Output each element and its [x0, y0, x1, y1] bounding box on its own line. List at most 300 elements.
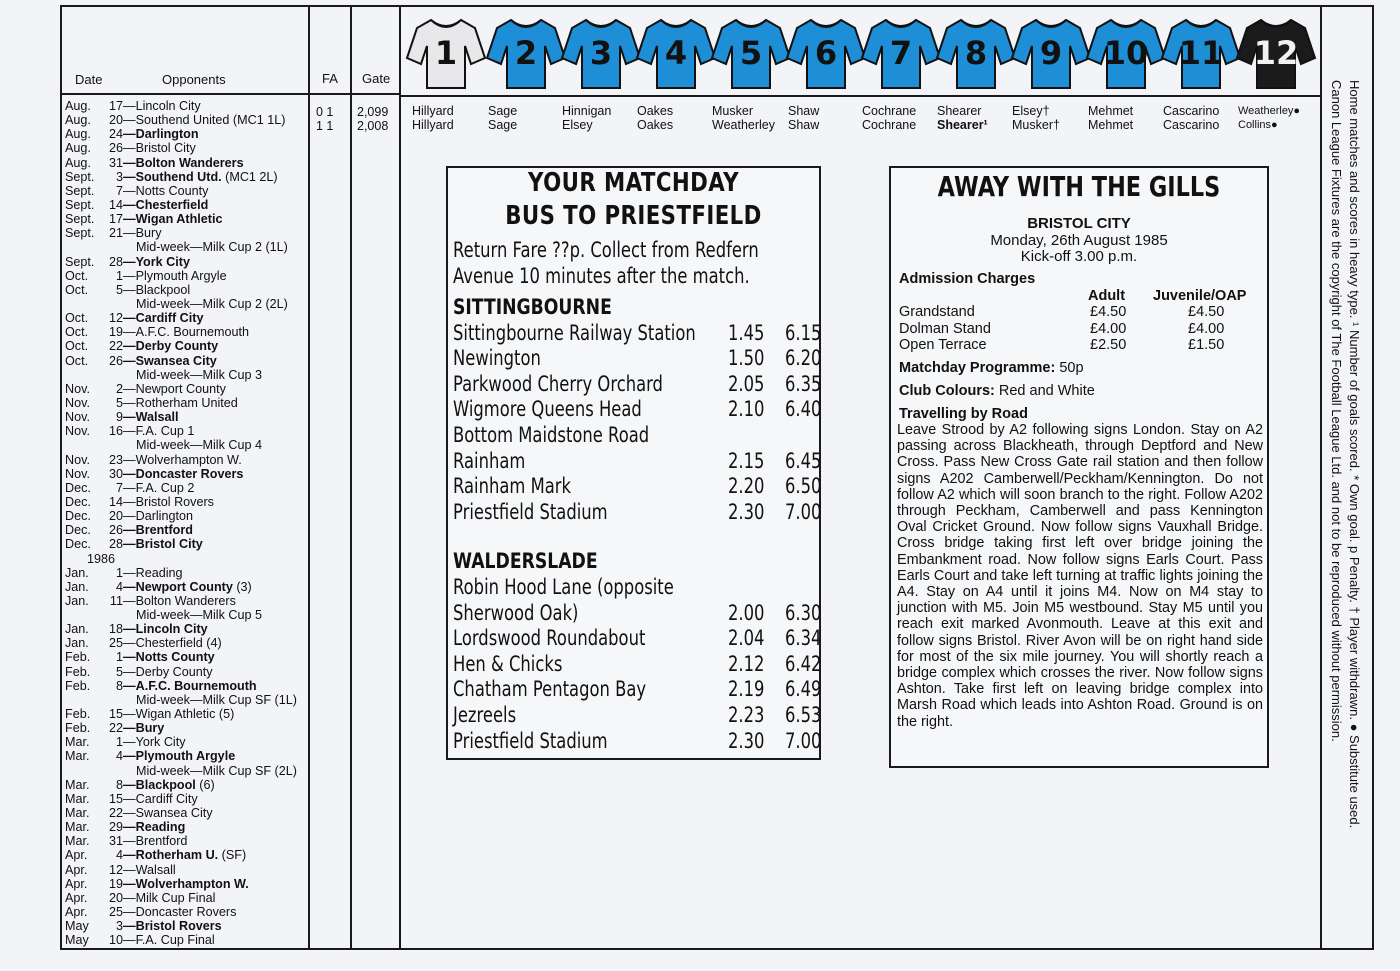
- fixture-opponent: —Bury: [123, 721, 165, 736]
- fixture-note: Mid-week—Milk Cup 2 (2L): [136, 296, 288, 311]
- fixture-month: Aug.: [65, 99, 91, 113]
- fixture-opponent: —A.F.C. Bournemouth: [123, 678, 257, 693]
- bus-outbound-time: 2.10: [728, 397, 765, 422]
- fixture-opponent: —Walsall: [123, 410, 179, 425]
- fixture-opponent-name: F.A. Cup 1: [135, 424, 195, 439]
- away-kickoff: Kick-off 3.00 p.m.: [1020, 248, 1138, 265]
- fixture-month: Feb.: [65, 721, 91, 736]
- price-col-adult: Adult: [1088, 288, 1126, 304]
- fixture-month: Mar.: [65, 820, 90, 835]
- fixture-opponent-name: A.F.C. Bournemouth: [135, 678, 257, 693]
- fixture-row: [65, 453, 310, 467]
- fixture-row: [65, 495, 310, 509]
- shirt-number: 11: [1178, 34, 1224, 72]
- player-name: Mehmet: [1088, 118, 1134, 132]
- fixture-day: 19: [108, 876, 123, 891]
- shirt-6-icon: [785, 12, 867, 92]
- fixture-row: [65, 636, 310, 650]
- fixture-day: 28: [108, 537, 123, 552]
- bus-return-time: 7.00: [785, 728, 822, 753]
- fixture-month: May: [65, 933, 89, 948]
- shirt-1-icon: [405, 12, 487, 92]
- header-date: Date: [75, 72, 103, 87]
- fixture-row: [65, 198, 310, 212]
- fixture-opponent: —Doncaster Rovers: [123, 905, 237, 920]
- fixture-note: Mid-week—Milk Cup 4: [136, 438, 262, 453]
- fixture-day: 8: [115, 777, 123, 792]
- shirt-number: 3: [589, 34, 613, 72]
- fixture-opponent-name: Lincoln City: [135, 622, 208, 637]
- bus-intro-line-1: Return Fare ??p. Collect from Redfern: [453, 238, 759, 262]
- fixture-opponent: —Reading: [123, 565, 183, 580]
- fixture-month: Aug.: [65, 155, 91, 170]
- fixture-opponent-name: Swansea City: [135, 806, 213, 821]
- fixture-opponent-name: Reading: [135, 820, 186, 835]
- fixture-month: Sept.: [65, 197, 95, 212]
- fixture-opponent: —Plymouth Argyle: [123, 749, 236, 764]
- player-name: Weatherley●: [1238, 105, 1301, 117]
- fixture-month: Apr.: [65, 890, 88, 905]
- fa-score: 0 1: [316, 105, 334, 119]
- fixture-month: Mar.: [65, 791, 90, 806]
- fixture-day: 16: [108, 424, 123, 439]
- fixture-opponent: —Reading: [123, 820, 186, 835]
- fixture-opponent-name: Doncaster Rovers: [135, 905, 237, 920]
- divider-fa-gate: [350, 5, 352, 950]
- fixture-month: Nov.: [65, 452, 90, 467]
- away-date: Monday, 26th August 1985: [990, 232, 1168, 249]
- fixture-month: Nov.: [65, 424, 90, 439]
- fixture-day: 26: [108, 353, 123, 368]
- fixture-row: [65, 410, 310, 424]
- road-directions: Leave Strood by A2 following signs London. Stay on A2 passing across Blackheath, through Deptford and New Cross. Pass New Cross Gate rail station and then follow signs A202 Camberwell/Peckham/Kennington. Do not follow A2 which will soon branch to the right. Follow A202 through Peckham, Camberwell and pass Kennington Oval Cricket Ground. Now follow signs Vauxhall Bridge. Cross bridge taking first left over bridge joining the Embankment road. Now follow signs Earls Court. Pass Earls Court and take left turning at traffic lights joining the A4. Stay on A4 until it joins M4. Now on M4 stay to junction with M5. Join M5 westbound. Stay M5 until you reach exit marked Avonmouth. Leave at this exit and follow signs Bristol. River Avon will be on right hand side for most of the six mile journey. You will shortly reach a bridge complex which crosses the river. Now follow signs Ashton. Take first left on leaving bridge complex into Marsh Road which leads into Ashton Road. Ground is on the right.: [897, 422, 1263, 730]
- fixture-month: Nov.: [65, 466, 90, 481]
- fixture-row: [65, 566, 310, 580]
- bus-outbound-time: 2.15: [728, 448, 765, 473]
- fixture-opponent: —Doncaster Rovers: [123, 466, 244, 481]
- fixture-opponent: —Newport County (3): [123, 579, 252, 594]
- fa-column: [316, 105, 333, 133]
- fixture-row: [65, 552, 310, 566]
- bus-stop-name: Priestfield Stadium: [453, 499, 608, 524]
- fixture-opponent: —Darlington: [123, 509, 193, 524]
- fixture-day: 22: [108, 806, 123, 821]
- price-adult: £4.00: [1090, 320, 1127, 337]
- fixture-row: [65, 749, 310, 763]
- fixture-month: Sept.: [65, 212, 95, 227]
- price-adult: £2.50: [1090, 337, 1127, 353]
- fixture-month: Jan.: [65, 636, 89, 651]
- fixture-extra: (6): [195, 777, 215, 792]
- fixture-opponent: —Notts County: [123, 183, 209, 198]
- fixture-row: [65, 113, 310, 127]
- fixture-row: [65, 467, 310, 481]
- colours-label: Club Colours:: [899, 383, 995, 399]
- fixture-opponent-name: Blackpool: [135, 777, 196, 792]
- fixture-day: 4: [115, 579, 123, 594]
- bus-return-time: 6.20: [785, 346, 822, 371]
- fixture-day: 4: [115, 749, 123, 764]
- bus-return-time: 6.45: [785, 448, 822, 473]
- fixture-opponent-name: Bristol City: [135, 141, 196, 156]
- fixture-row: [65, 594, 310, 608]
- fixture-opponent-name: Bolton Wanderers: [135, 155, 244, 170]
- bus-return-time: 6.53: [785, 703, 822, 727]
- fixture-month: Apr.: [65, 876, 88, 891]
- fixture-opponent-name: Swansea City: [135, 353, 217, 368]
- fixture-opponent: —Derby County: [123, 664, 213, 679]
- fixture-opponent: —Swansea City: [123, 806, 213, 821]
- fixture-opponent-name: Chesterfield: [135, 197, 209, 212]
- fixture-note: Mid-week—Milk Cup SF (2L): [136, 763, 297, 778]
- bus-outbound-time: 2.04: [728, 626, 765, 651]
- fixture-row: [65, 891, 310, 905]
- price-junior: £4.00: [1188, 320, 1225, 337]
- fixture-month: Aug.: [65, 127, 91, 142]
- shirt-number: 10: [1103, 34, 1149, 72]
- bus-outbound-time: 1.45: [728, 320, 765, 345]
- key-note: Home matches and scores in heavy type. ¹ Number of goals scored. * Own goal. p Penalty. † Player withdrawn. ● Substitute used.: [1347, 80, 1362, 829]
- fixture-month: Mar.: [65, 735, 90, 750]
- shirt-7-icon: [860, 12, 942, 92]
- fixture-row: [65, 438, 310, 452]
- fixture-month: Feb.: [65, 664, 91, 679]
- player-name: Shearer: [937, 104, 982, 118]
- fixture-opponent: —A.F.C. Bournemouth: [123, 325, 249, 340]
- fixture-day: 11: [109, 593, 123, 608]
- fixture-month: Nov.: [65, 395, 90, 410]
- fixture-opponent-name: Rotherham United: [135, 395, 238, 410]
- fixture-opponent: —York City: [123, 735, 186, 750]
- fixture-day: 20: [108, 509, 123, 524]
- fixture-row: [65, 311, 310, 325]
- fixture-opponent-name: Darlington: [135, 509, 193, 524]
- player-name: Shearer¹: [937, 118, 988, 132]
- fixture-row: [65, 141, 310, 155]
- fixture-opponent-name: Walsall: [135, 862, 176, 877]
- fa-score: 1 1: [316, 119, 334, 134]
- fixture-opponent-name: Newport County: [135, 579, 233, 594]
- fixture-row: [65, 877, 310, 891]
- fixture-opponent-name: Reading: [135, 565, 183, 580]
- bus-stop-name: Robin Hood Lane (opposite: [453, 575, 674, 599]
- fixture-row: [65, 693, 310, 707]
- price-area: Open Terrace: [899, 337, 987, 353]
- fixture-month: Mar.: [65, 777, 90, 792]
- fixture-row: [65, 523, 310, 537]
- fixture-opponent-name: Doncaster Rovers: [135, 466, 244, 481]
- fixture-opponent: —York City: [123, 254, 190, 269]
- price-area: Dolman Stand: [899, 320, 991, 337]
- player-name: Sage: [488, 118, 518, 132]
- divider-gate-players: [399, 5, 401, 950]
- fixture-month: Apr.: [65, 905, 88, 920]
- shirt-number: 4: [664, 34, 688, 72]
- fixture-row: [65, 424, 310, 438]
- fixture-day: 20: [108, 113, 123, 128]
- fixture-month: Nov.: [65, 410, 90, 425]
- bus-outbound-time: 2.00: [728, 600, 765, 625]
- fixture-row: [65, 382, 310, 396]
- fixture-opponent: —Bristol Rovers: [123, 919, 222, 934]
- header-gate: Gate: [362, 71, 391, 86]
- bus-return-time: 6.42: [785, 651, 822, 676]
- fixture-note: Mid-week—Milk Cup 3: [136, 367, 262, 382]
- programme-label: Matchday Programme:: [899, 360, 1056, 376]
- player-name: Elsey†: [1012, 104, 1050, 118]
- bus-stop-name: Rainham Mark: [453, 474, 571, 499]
- player-name: Musker: [712, 104, 753, 118]
- fixture-row: [65, 721, 310, 735]
- fixture-month: May: [65, 919, 89, 934]
- fixture-month: Feb.: [65, 707, 91, 722]
- shirt-11-icon: [1160, 12, 1242, 92]
- divider-players-notes: [1320, 5, 1322, 950]
- bus-stop-name: Chatham Pentagon Bay: [453, 677, 647, 702]
- fixture-opponent: —Milk Cup Final: [123, 890, 216, 905]
- bus-outbound-time: 2.23: [728, 703, 765, 727]
- bus-stop-name: Bottom Maidstone Road: [453, 423, 650, 447]
- fixture-month: Nov.: [65, 381, 90, 396]
- away-with-the-gills-box: [889, 166, 1269, 768]
- price-area: Grandstand: [899, 304, 975, 320]
- fixture-opponent: —Lincoln City: [123, 99, 201, 113]
- fixture-opponent-name: Bristol Rovers: [135, 919, 222, 934]
- fixture-day: 10: [108, 933, 123, 948]
- fixture-opponent-name: Newport County: [135, 381, 226, 396]
- fixture-day: 5: [115, 282, 123, 297]
- fixture-row: [65, 863, 310, 877]
- fixture-opponent-name: Wolverhampton W.: [135, 876, 249, 891]
- matchday-bus-box: [446, 166, 821, 760]
- fixture-opponent-name: Cardiff City: [135, 791, 198, 806]
- bus-return-time: 6.15: [785, 320, 822, 345]
- fixture-month: Oct.: [65, 268, 89, 283]
- fixture-month: Feb.: [65, 678, 91, 693]
- shirt-2-icon: [485, 12, 567, 92]
- fixture-day: 26: [108, 523, 123, 538]
- bus-return-time: 6.40: [785, 397, 822, 422]
- fixture-opponent: —Plymouth Argyle: [123, 268, 227, 283]
- fixture-opponent-name: Wolverhampton W.: [135, 452, 242, 467]
- fixture-month: Oct.: [65, 353, 89, 368]
- gate-figure: 2,008: [357, 119, 389, 134]
- fixture-day: 30: [108, 466, 123, 481]
- fixture-opponent: —Chesterfield (4): [123, 636, 222, 651]
- shirt-9-icon: [1010, 12, 1092, 92]
- fixture-opponent-name: Rotherham U.: [135, 848, 219, 863]
- fixture-row: [65, 919, 310, 933]
- bus-stop-name: Wigmore Queens Head: [453, 397, 642, 422]
- fixture-opponent-name: Plymouth Argyle: [135, 749, 236, 764]
- fixture-row: [65, 339, 310, 353]
- fixture-opponent-name: Bristol City: [135, 537, 203, 552]
- fixture-opponent: —Rotherham United: [123, 395, 238, 410]
- fixture-row: [65, 156, 310, 170]
- player-name: Shaw: [788, 104, 820, 118]
- programme-line: [899, 360, 1084, 376]
- bus-return-time: 6.50: [785, 474, 822, 499]
- fixture-month: Oct.: [65, 339, 89, 354]
- fixture-month: Mar.: [65, 749, 90, 764]
- bus-group-heading: WALDERSLADE: [453, 549, 598, 574]
- shirt-8-icon: [935, 12, 1017, 92]
- shirt-number: 6: [814, 34, 838, 72]
- fixture-row: [65, 650, 310, 664]
- shirt-number: 5: [739, 34, 763, 72]
- price-adult: £4.50: [1090, 304, 1127, 320]
- player-name: Oakes: [637, 118, 674, 132]
- player-name: Sage: [488, 104, 518, 118]
- fixture-day: 25: [108, 636, 123, 651]
- fixture-row: [65, 707, 310, 721]
- copyright-note: Canon League Fixtures are the copyright of The Football League Ltd. and not to be reproduced without permission.: [1329, 80, 1344, 742]
- fixture-day: 5: [115, 664, 123, 679]
- fixture-day: 20: [108, 890, 123, 905]
- fixture-row: [65, 297, 310, 311]
- fixture-opponent: —Brentford: [123, 834, 188, 849]
- fixture-day: 31: [108, 834, 123, 849]
- away-team: BRISTOL CITY: [1027, 215, 1131, 232]
- fixture-month: Aug.: [65, 113, 91, 128]
- fixture-row: [65, 580, 310, 594]
- fixture-month: Apr.: [65, 862, 88, 877]
- fixture-opponent-name: Brentford: [135, 834, 188, 849]
- fixture-extra: (MC1 2L): [221, 169, 278, 184]
- bus-stop-name: Sittingbourne Railway Station: [453, 320, 696, 345]
- bus-stop-name: Rainham: [453, 448, 526, 473]
- fixture-month: Sept.: [65, 183, 95, 198]
- fixture-row: [65, 127, 310, 141]
- fixture-row: [65, 778, 310, 792]
- fixture-row: [65, 325, 310, 339]
- fixture-opponent: —Wolverhampton W.: [123, 452, 242, 467]
- fixture-row: [65, 622, 310, 636]
- gate-figure: 2,099: [357, 105, 389, 119]
- fixture-opponent-name: Blackpool: [135, 282, 191, 297]
- bus-stop-name: Hen & Chicks: [453, 651, 563, 676]
- fixture-extra: (SF): [218, 848, 247, 863]
- fixture-row: [65, 509, 310, 523]
- fixture-day: 29: [108, 820, 123, 835]
- fixture-opponent: —Cardiff City: [123, 311, 204, 326]
- fixture-note: Mid-week—Milk Cup 2 (1L): [136, 240, 288, 255]
- fixture-extra: (3): [232, 579, 252, 594]
- fixture-month: Dec.: [65, 537, 91, 552]
- bus-return-time: 7.00: [785, 499, 822, 524]
- fixture-row: [65, 396, 310, 410]
- fixture-row: [65, 283, 310, 297]
- fixture-day: 24: [108, 127, 123, 142]
- fixture-opponent-name: Derby County: [135, 339, 219, 354]
- fixture-row: [65, 99, 310, 113]
- fixture-month: Sept.: [65, 226, 95, 241]
- colours-line: [899, 383, 1095, 399]
- fixture-opponent-name: Plymouth Argyle: [135, 268, 227, 283]
- fixture-opponent-name: F.A. Cup 2: [135, 480, 195, 495]
- bus-outbound-time: 2.05: [728, 371, 765, 396]
- fixture-day: 1: [115, 565, 123, 580]
- shirt-12-icon: [1235, 12, 1317, 92]
- fixture-month: Oct.: [65, 282, 89, 297]
- bus-stop-name: Lordswood Roundabout: [453, 626, 646, 651]
- player-name: Mehmet: [1088, 104, 1134, 118]
- player-name: Musker†: [1012, 118, 1060, 132]
- fixture-day: 14: [108, 494, 123, 509]
- fixture-month: Jan.: [65, 565, 89, 580]
- fixture-day: 14: [108, 197, 123, 212]
- bus-stop-name: Newington: [453, 346, 541, 371]
- fixture-day: 7: [115, 183, 123, 198]
- shirt-number: 1: [434, 34, 458, 72]
- fixture-day: 17: [108, 212, 123, 227]
- player-name: Hillyard: [412, 118, 454, 132]
- fixture-month: Sept.: [65, 254, 95, 269]
- fixture-opponent-name: York City: [135, 735, 186, 750]
- bus-return-time: 6.30: [785, 600, 822, 625]
- fixture-day: 1: [115, 268, 123, 283]
- player-name: Cochrane: [862, 104, 917, 118]
- shirt-number: 7: [889, 34, 913, 72]
- bus-outbound-time: 2.30: [728, 728, 765, 753]
- fixture-day: 26: [108, 141, 123, 156]
- fixture-opponent: —Rotherham U. (SF): [123, 848, 247, 863]
- bus-stop-name: Sherwood Oak): [453, 600, 579, 625]
- fixture-opponent: —Walsall: [123, 862, 176, 877]
- fixture-opponent-name: York City: [135, 254, 190, 269]
- fixture-opponent-name: Southend Utd.: [135, 169, 222, 184]
- fixture-day: 18: [108, 622, 123, 637]
- fixture-opponent: —F.A. Cup 2: [123, 480, 195, 495]
- fixture-row: [65, 735, 310, 749]
- fixture-row: [65, 269, 310, 283]
- bus-return-time: 6.49: [785, 677, 822, 702]
- fixture-day: 19: [108, 325, 123, 340]
- header-rule-right: [399, 95, 1321, 97]
- fixture-month: Feb.: [65, 650, 91, 665]
- fixture-day: 12: [108, 311, 123, 326]
- fixture-day: 22: [108, 721, 123, 736]
- bus-group-heading: SITTINGBOURNE: [453, 295, 612, 319]
- fixture-row: [65, 226, 310, 240]
- programme-value: 50p: [1055, 360, 1084, 376]
- shirt-5-icon: [710, 12, 792, 92]
- fixture-opponent: —Blackpool: [123, 282, 191, 297]
- fixture-opponent: —Swansea City: [123, 353, 217, 368]
- fixture-opponent: —Wolverhampton W.: [123, 876, 249, 891]
- fixture-opponent-name: Wigan Athletic: [135, 212, 223, 227]
- fixture-opponent-name: Bristol Rovers: [135, 494, 214, 509]
- fixture-opponent: —Darlington: [123, 127, 199, 142]
- fixture-opponent-name: Cardiff City: [135, 311, 204, 326]
- bus-title-line-2: BUS TO PRIESTFIELD: [505, 201, 762, 231]
- fixture-row: [65, 806, 310, 820]
- fixture-month: Dec.: [65, 480, 91, 495]
- fixture-row: [65, 240, 310, 254]
- fixture-day: 21: [108, 226, 123, 241]
- fixture-opponent-name: Bury: [135, 226, 162, 241]
- bus-outbound-time: 2.20: [728, 474, 765, 499]
- fixture-row: [65, 255, 310, 269]
- fixture-row: [65, 848, 310, 862]
- fixture-day: 31: [108, 155, 123, 170]
- player-name: Cascarino: [1163, 104, 1220, 118]
- fixture-opponent-name: F.A. Cup Final: [135, 933, 215, 948]
- fixture-opponent-name: Notts County: [135, 183, 209, 198]
- fixture-list: [65, 99, 310, 947]
- fixture-row: [65, 184, 310, 198]
- fixture-opponent-name: Brentford: [135, 523, 193, 538]
